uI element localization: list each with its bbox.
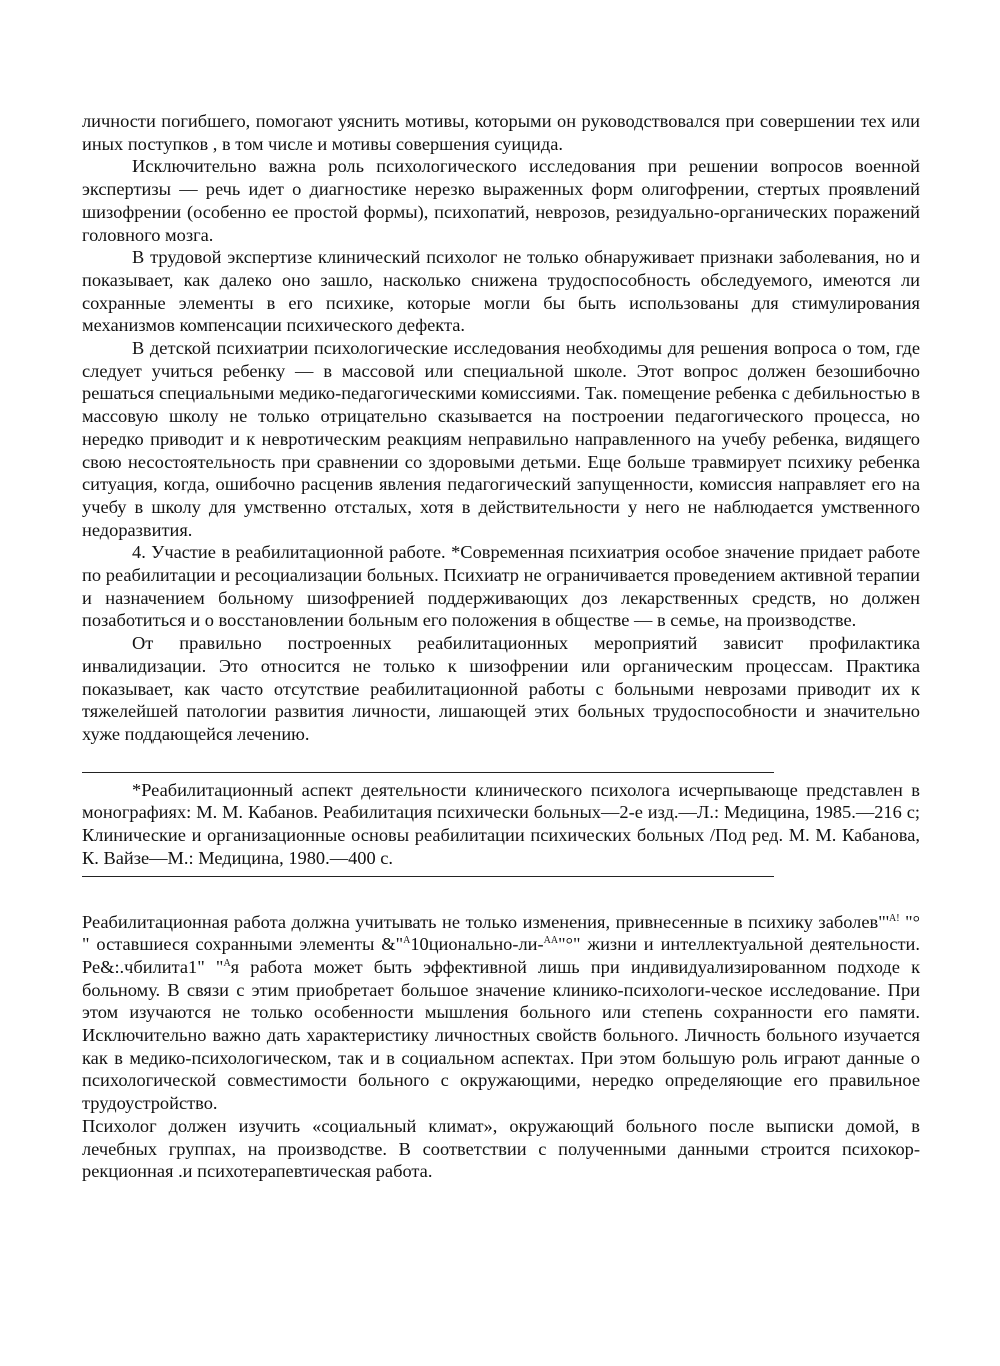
rehab-text-part3: 10ционально-ли- <box>410 934 544 955</box>
paragraph-rehab-work <box>82 911 920 1115</box>
rehab-text-part2: "° " оставшиеся сохранными элементы &" <box>82 911 920 955</box>
paragraph-rehabilitation: 4. Участие в реабилитационной работе. *Современная психиатрия особое значение придает работе по реабилитации и ресоциализации больных. Психиатр не ограничивается проведением активной терапии и назначением больному шизофренией поддерживающих доз лекарственных средств, но должен позаботиться и о восстановлении больным его положения в обществе — в семье, на производстве. <box>82 542 920 631</box>
section-gap <box>82 877 920 911</box>
rehab-text-part1: Реабилитационная работа должна учитывать не только изменения, привнесенные в психику заболев"' <box>82 911 890 932</box>
paragraph-child-psychiatry: В детской психиатрии психологические исследования необходимы для решения вопроса о том, где следует учиться ребенку — в массовой или специальной школе. Этот вопрос должен безошибочно решаться специальными медико-педагогическими комиссиями. Так. помещение ребенка с дебильностью в массовую школу не только отрицательно сказывается на построении педагогического процесса, но нередко приводит и к невротическим реакциям неправильно направленного на учебу ребенка, видящего свою несостоятельность при сравнении со здоровыми детьми. Еще больше травмирует психику ребенка ситуация, когда, ошибочно расценив явления педагогический запущенности, комиссия направляет его на учебу в школу для умственно отсталых, хотя в действительности у него не наблюдается умственного недоразвития. <box>82 338 920 540</box>
paragraph-prevention: От правильно построенных реабилитационных мероприятий зависит профилактика инвалидизации. Это относится не только к шизофрении или органическим процессам. Практика показывает, как часто отсутствие реабилитационной работы с больными неврозами приводит их к тяжелейшей патологии развития личности, лишающей этих больных трудоспособности и значительно хуже поддающейся лечению. <box>82 633 920 744</box>
rehab-text-part5: я работа может быть эффективной лишь при индивидуализированном подходе к больному. В связи с этим приобретает большое значение клинико-психологи-ческое исследование. При этом изучаются не только особенности мышления больного или степень сохранности его памяти. Исключительно важно дать характеристику личностных свойств больного. Личность больного изучается как в медико-психологическом, так и в социальном аспектах. При этом большую роль играют данные о психологической совместимости больного с окружающими, нередко определяющие его правильное трудоустройство. <box>82 956 920 1114</box>
paragraph-intro: личности погибшего, помогают уяснить мотивы, которыми он руководствовался при совершении тех или иных поступков , в том числе и мотивы совершения суицида. <box>82 111 920 154</box>
document-page <box>82 110 920 1183</box>
ocr-superscript: A! <box>889 912 900 924</box>
paragraph-labor-expertise: В трудовой экспертизе клинический психолог не только обнаруживает признаки заболевания, но и показывает, как далеко оно зашло, насколько снижена трудоспособность обследуемого, имеются ли сохранные элементы в его психике, которые могли бы быть использованы для стимулирования механизмов компенсации психического дефекта. <box>82 247 920 336</box>
ocr-superscript: A <box>403 935 411 947</box>
rehab-text-part4: "°" жизни и интеллектуальной деятельности. Ре&:.чбилита1" " <box>82 934 920 977</box>
footnote-text: *Реабилитационный аспект деятельности клинического психолога исчерпывающе представлен в монографиях: М. М. Кабанов. Реабилитация психически больных—2-е изд.—Л.: Медицина, 1985.—216 с; Клинические и организационные основы реабилитации психических больных /Под ред. М. М. Кабанова, К. Вайзе—М.: Медицина, 1980.—400 с. <box>82 779 920 868</box>
footnote-divider-top <box>82 772 774 773</box>
paragraph-social-climate: Психолог должен изучить «социальный климат», окружающий больного после выписки домой, в лечебных группах, на производстве. В соответствии с полученными данными строится психокор-рекционная .и психотерапевтическая работа. <box>82 1115 920 1182</box>
ocr-superscript: AA <box>543 935 559 947</box>
paragraph-military-expertise: Исключительно важна роль психологического исследования при решении вопросов военной экспертизы — речь идет о диагностике нерезко выраженных форм олигофрении, стертых проявлений шизофрении (особенно ее простой формы), психопатий, неврозов, резидуально-органических поражений головного мозга. <box>82 156 920 245</box>
ocr-superscript: A <box>223 957 231 969</box>
